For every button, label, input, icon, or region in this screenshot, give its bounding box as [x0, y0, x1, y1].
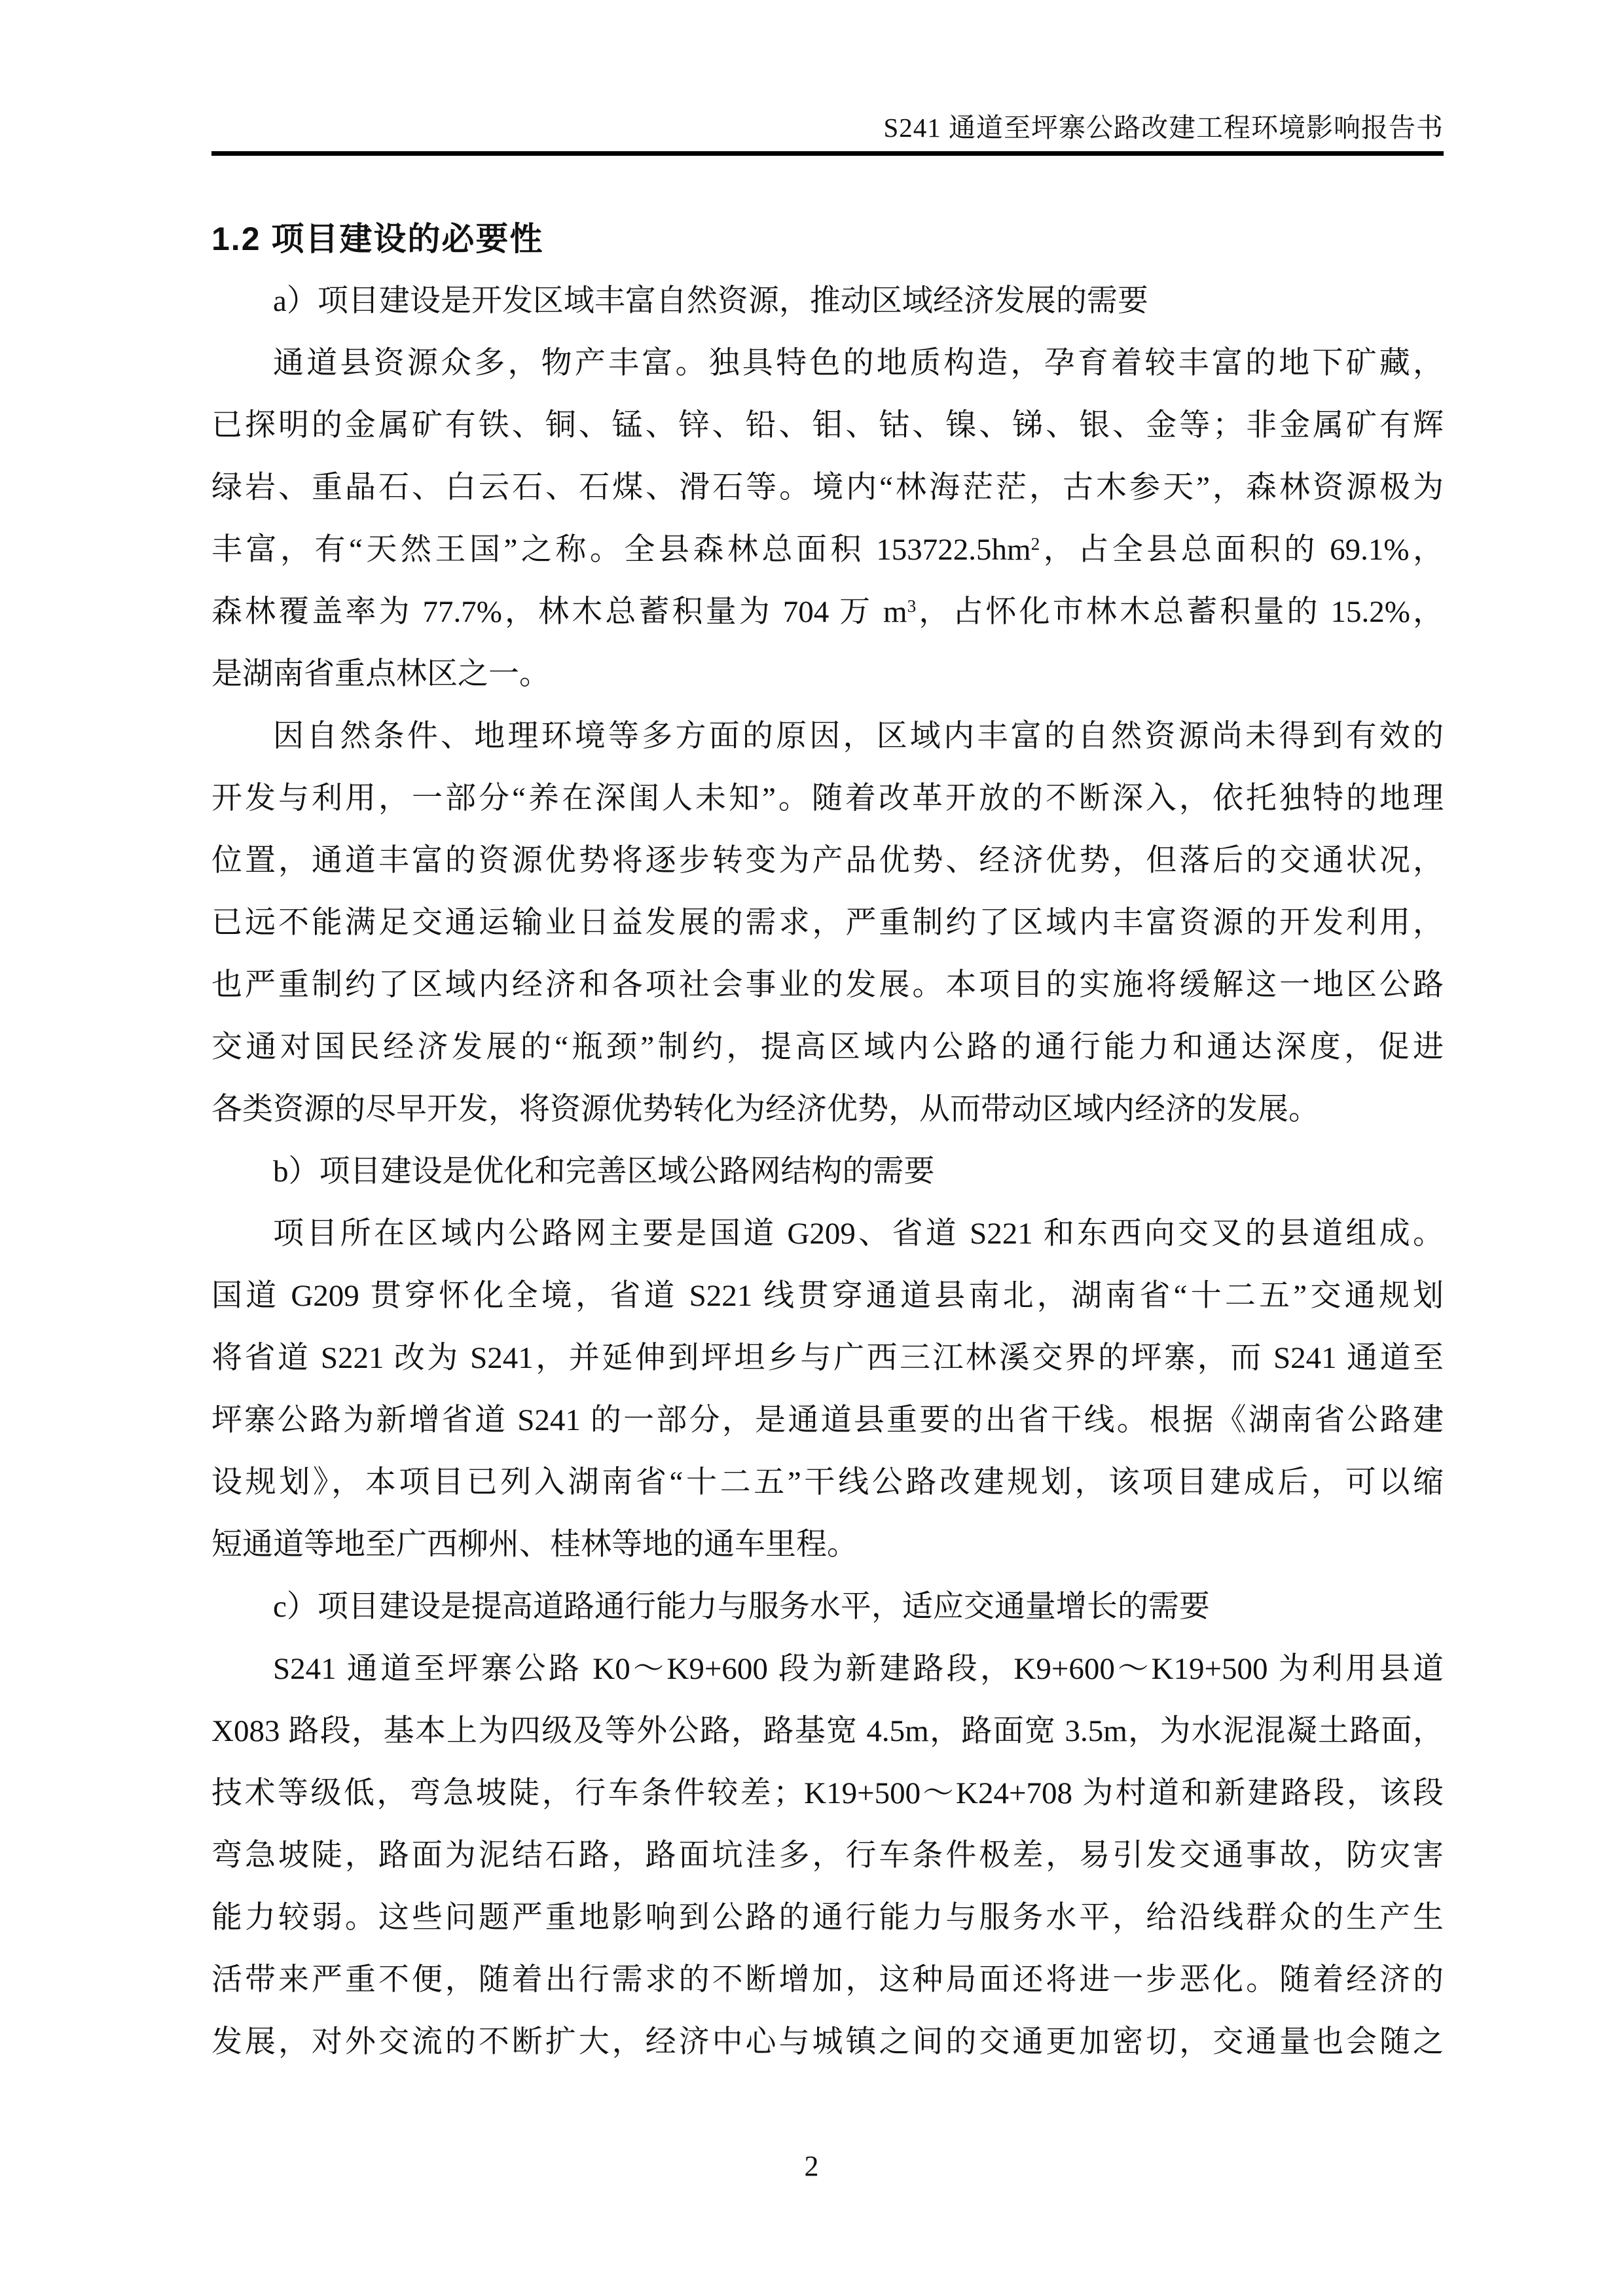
text-line: 能力较弱。这些问题严重地影响到公路的通行能力与服务水平，给沿线群众的生产生	[211, 1901, 1444, 1935]
text-line: 项目所在区域内公路网主要是国道 G209、省道 S221 和东西向交叉的县道组成。	[273, 1217, 1444, 1251]
text-line: 通道县资源众多，物产丰富。独具特色的地质构造，孕育着较丰富的地下矿藏，	[273, 346, 1444, 380]
text-line: 因自然条件、地理环境等多方面的原因，区域内丰富的自然资源尚未得到有效的	[273, 719, 1444, 753]
text-line: 弯急坡陡，路面为泥结石路，路面坑洼多，行车条件极差，易引发交通事故，防灾害	[211, 1839, 1444, 1873]
text-line: S241 通道至坪寨公路 K0～K9+600 段为新建路段，K9+600～K19+500 为利用县道	[273, 1652, 1444, 1686]
text-line: 设规划》，本项目已列入湖南省“十二五”干线公路改建规划，该项目建成后，可以缩	[211, 1465, 1444, 1499]
page-header	[211, 110, 1444, 156]
header-title: S241 通道至坪寨公路改建工程环境影响报告书	[883, 113, 1444, 143]
text-line: 森林覆盖率为 77.7%，林木总蓄积量为 704 万 $m^3$，占怀化市林木总蓄积量的 15.2%，	[211, 595, 1444, 629]
content-area	[211, 110, 1444, 2073]
text-line: 已探明的金属矿有铁、铜、锰、锌、铅、钼、钴、镍、锑、银、金等；非金属矿有辉	[211, 408, 1444, 442]
section-heading: 1.2 项目建设的必要性	[211, 221, 544, 257]
text-line: 发展，对外交流的不断扩大，经济中心与城镇之间的交通更加密切，交通量也会随之	[211, 2025, 1444, 2059]
text-line: X083 路段，基本上为四级及等外公路，路基宽 4.5m，路面宽 3.5m，为水泥混凝土路面，	[211, 1714, 1444, 1748]
text-line: 国道 G209 贯穿怀化全境，省道 S221 线贯穿通道县南北，湖南省“十二五”交通规划	[211, 1279, 1444, 1313]
text-line: 也严重制约了区域内经济和各项社会事业的发展。本项目的实施将缓解这一地区公路	[211, 968, 1444, 1002]
text-line: b）项目建设是优化和完善区域公路网结构的需要	[273, 1155, 935, 1189]
text-line: c）项目建设是提高道路通行能力与服务水平，适应交通量增长的需要	[273, 1590, 1210, 1624]
text-line: 已远不能满足交通运输业日益发展的需求，严重制约了区域内丰富资源的开发利用，	[211, 906, 1444, 940]
text-line: 短通道等地至广西柳州、桂林等地的通车里程。	[211, 1528, 858, 1562]
text-line: 技术等级低，弯急坡陡，行车条件较差；K19+500～K24+708 为村道和新建路段，该段	[211, 1776, 1444, 1810]
text-line: 各类资源的尽早开发，将资源优势转化为经济优势，从而带动区域内经济的发展。	[211, 1092, 1319, 1126]
text-line: 开发与利用，一部分“养在深闺人未知”。随着改革开放的不断深入，依托独特的地理	[211, 781, 1444, 816]
text-line: 交通对国民经济发展的“瓶颈”制约，提高区域内公路的通行能力和通达深度，促进	[211, 1030, 1444, 1064]
text-line: 丰富，有“天然王国”之称。全县森林总面积 $153722.5hm^2$，占全县总面积的 69.1%，	[211, 533, 1444, 567]
text-line: 坪寨公路为新增省道 S241 的一部分，是通道县重要的出省干线。根据《湖南省公路建	[211, 1403, 1444, 1437]
document-body-text	[211, 270, 1444, 2073]
page-number: 2	[804, 2150, 819, 2182]
text-line: 活带来严重不便，随着出行需求的不断增加，这种局面还将进一步恶化。随着经济的	[211, 1963, 1444, 1997]
text-line: 将省道 S221 改为 S241，并延伸到坪坦乡与广西三江林溪交界的坪寨，而 S241 通道至	[211, 1341, 1444, 1375]
text-line: a）项目建设是开发区域丰富自然资源，推动区域经济发展的需要	[273, 284, 1148, 318]
header-rule	[211, 151, 1444, 156]
text-line: 绿岩、重晶石、白云石、石煤、滑石等。境内“林海茫茫，古木参天”，森林资源极为	[211, 471, 1444, 505]
text-line: 位置，通道丰富的资源优势将逐步转变为产品优势、经济优势，但落后的交通状况，	[211, 844, 1444, 878]
text-line: 是湖南省重点林区之一。	[211, 657, 550, 691]
